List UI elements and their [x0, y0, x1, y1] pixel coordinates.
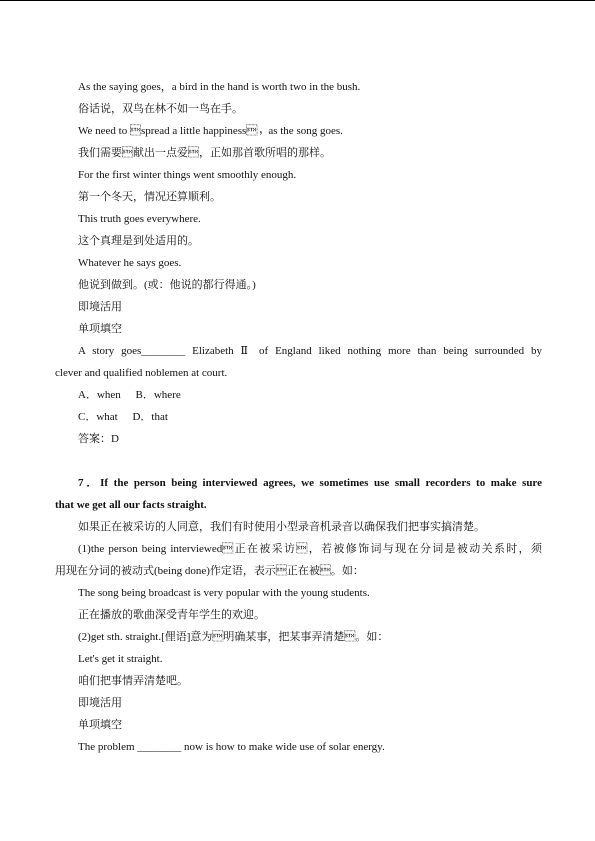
heading-sentence-line2: that we get all our facts straight.	[55, 499, 207, 511]
example-sentence-en: This truth goes everywhere.	[78, 213, 201, 225]
section-label-fill-blank: 单项填空	[78, 323, 122, 335]
example-sentence-en: Let's get it straight.	[78, 653, 163, 665]
note-2: (2)get sth. straight.[俚语]意为明确某事，把某事弄清楚。如：	[78, 631, 389, 643]
options-row-1	[55, 384, 542, 406]
options-row-2	[55, 406, 542, 428]
question-text-line1: A story goes________ Elizabeth Ⅱ of England liked nothing more than being surrounded by	[78, 345, 542, 357]
option-d: D．that	[132, 411, 168, 423]
translation-text: 如果正在被采访的人同意，我们有时使用小型录音机录音以确保我们把事实搞清楚。	[78, 521, 485, 533]
example-sentence-zh: 第一个冬天，情况还算顺利。	[78, 191, 221, 203]
example-sentence-zh: 正在播放的歌曲深受青年学生的欢迎。	[78, 609, 265, 621]
example-sentence-zh: 他说到做到。(或：他说的都行得通。)	[78, 279, 256, 291]
answer-text: 答案：D	[78, 433, 119, 445]
example-sentence-en: For the first winter things went smoothly enough.	[78, 169, 297, 181]
question-text-line2: clever and qualified noblemen at court.	[55, 367, 228, 379]
example-sentence-en: As the saying goes，a bird in the hand is worth two in the bush.	[78, 81, 361, 93]
document-body	[55, 76, 542, 758]
example-sentence-en: The song being broadcast is very popular with the young students.	[78, 587, 370, 599]
heading-sentence-line1: 7．If the person being interviewed agrees, we sometimes use small recorders to make sure	[78, 477, 542, 489]
example-sentence-en: Whatever he says goes.	[78, 257, 182, 269]
question-text: The problem ________ now is how to make wide use of solar energy.	[78, 741, 385, 753]
page-top-border	[0, 0, 595, 1]
section-label-practice: 即境活用	[78, 697, 122, 709]
note-1-line2: 用现在分词的被动式(being done)作定语，表示正在被。如：	[55, 565, 364, 577]
section-label-practice: 即境活用	[78, 301, 122, 313]
example-sentence-zh: 这个真理是到处适用的。	[78, 235, 199, 247]
spacer	[55, 450, 542, 472]
note-1-line1: (1)the person being interviewed正在被采访，若被修饰词与现在分词是被动关系时，须	[78, 543, 542, 555]
example-sentence-zh: 我们需要献出一点爱，正如那首歌所唱的那样。	[78, 147, 331, 159]
example-sentence-en: We need to spread a little happiness，as the song goes.	[78, 125, 343, 137]
option-a: A．when	[78, 389, 121, 401]
option-c: C．what	[78, 411, 118, 423]
section-label-fill-blank: 单项填空	[78, 719, 122, 731]
example-sentence-zh: 俗话说，双鸟在林不如一鸟在手。	[78, 103, 243, 115]
example-sentence-zh: 咱们把事情弄清楚吧。	[78, 675, 188, 687]
option-b: B．where	[135, 389, 181, 401]
